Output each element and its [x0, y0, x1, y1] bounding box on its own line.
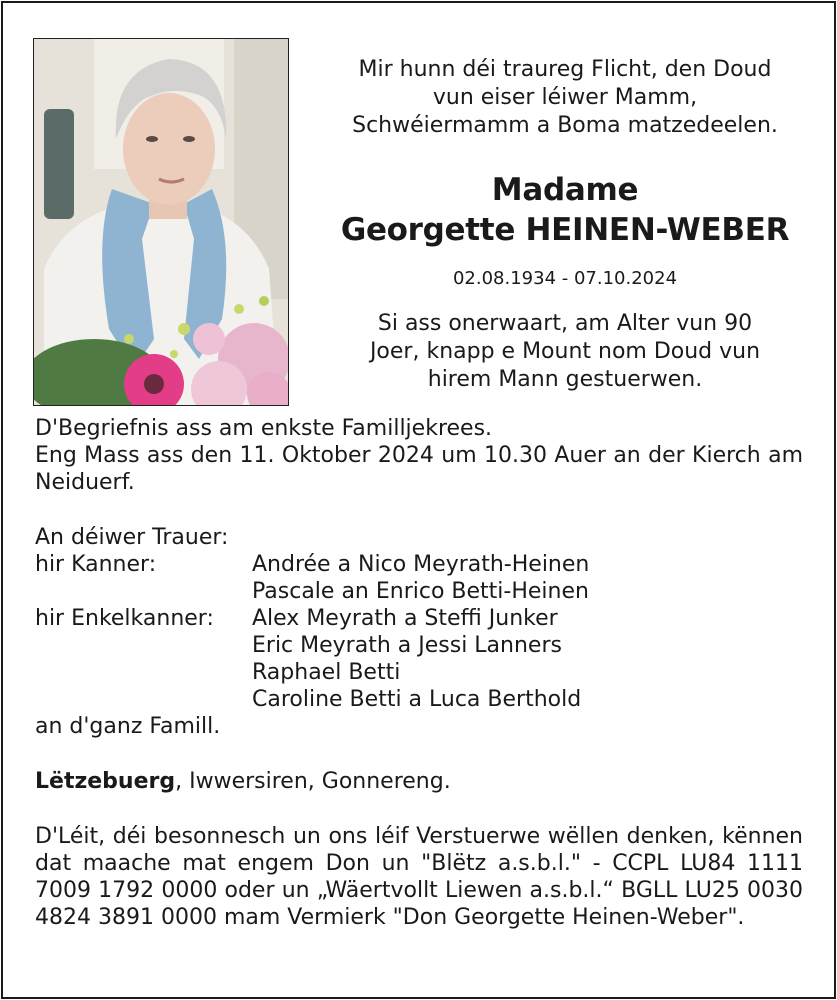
- grandchild-entry: Eric Meyrath a Jessi Lanners: [252, 633, 562, 658]
- life-dates: 02.08.1934 - 07.10.2024: [452, 268, 678, 289]
- grandchildren-row: [35, 686, 803, 713]
- children-row: [35, 578, 803, 605]
- passing-text: [305, 310, 825, 394]
- grandchildren-row: [35, 632, 803, 659]
- intro-line: vun eiser léiwer Mamm,: [432, 85, 698, 110]
- deceased-name: [305, 170, 825, 250]
- places-line: [35, 768, 803, 795]
- grandchild-entry: Raphael Betti: [252, 660, 401, 685]
- mourners-heading: An déiwer Trauer:: [35, 525, 229, 550]
- portrait-photo: [33, 38, 289, 406]
- funeral-info: [35, 415, 803, 496]
- grandchild-entry: Caroline Betti a Luca Berthold: [252, 687, 582, 712]
- grandchildren-label: hir Enkelkanner:: [35, 606, 214, 631]
- passing-line: Joer, knapp e Mount nom Doud vun: [369, 339, 761, 364]
- family-line: an d'ganz Famill.: [35, 714, 221, 739]
- grandchild-entry: Alex Meyrath a Steffi Junker: [252, 606, 558, 631]
- child-entry: Pascale an Enrico Betti-Heinen: [252, 579, 589, 604]
- full-name: Georgette HEINEN-WEBER: [340, 212, 790, 248]
- donation-text: D'Léit, déi besonnesch un ons léif Verstuerwe wëllen denken, kënnen dat maache mat engem Don un "Blëtz a.s.b.l." - CCPL LU84 1111 7009 1792 0000 oder un „Wäertvollt Liewen a.s.b.l.“ BGLL LU25 0030 4824 3891 0000 mam Vermierk "Don Georgette Heinen-Weber".: [35, 824, 803, 930]
- children-label: hir Kanner:: [35, 552, 157, 577]
- funeral-line: D'Begriefnis ass am enkste Familljekrees.: [35, 416, 493, 441]
- mourners-section: [35, 524, 803, 740]
- salutation: Madame: [491, 172, 639, 208]
- intro-line: Mir hunn déi traureg Flicht, den Doud: [358, 57, 772, 82]
- grandchildren-row: [35, 659, 803, 686]
- passing-line: Si ass onerwaart, am Alter vun 90: [377, 311, 753, 336]
- grandchildren-row: [35, 605, 803, 632]
- intro-text: [305, 56, 825, 140]
- intro-line: Schwéiermamm a Boma matzedeelen.: [352, 113, 778, 138]
- children-row: [35, 551, 803, 578]
- portrait-illustration: [34, 39, 288, 405]
- place-bold: Lëtzebuerg: [35, 769, 176, 794]
- place-rest: , Iwwersiren, Gonnereng.: [175, 769, 451, 794]
- passing-line: hirem Mann gestuerwen.: [427, 367, 703, 392]
- child-entry: Andrée a Nico Meyrath-Heinen: [252, 552, 590, 577]
- mass-info: Eng Mass ass den 11. Oktober 2024 um 10.30 Auer an der Kierch am Neiduerf.: [35, 443, 803, 495]
